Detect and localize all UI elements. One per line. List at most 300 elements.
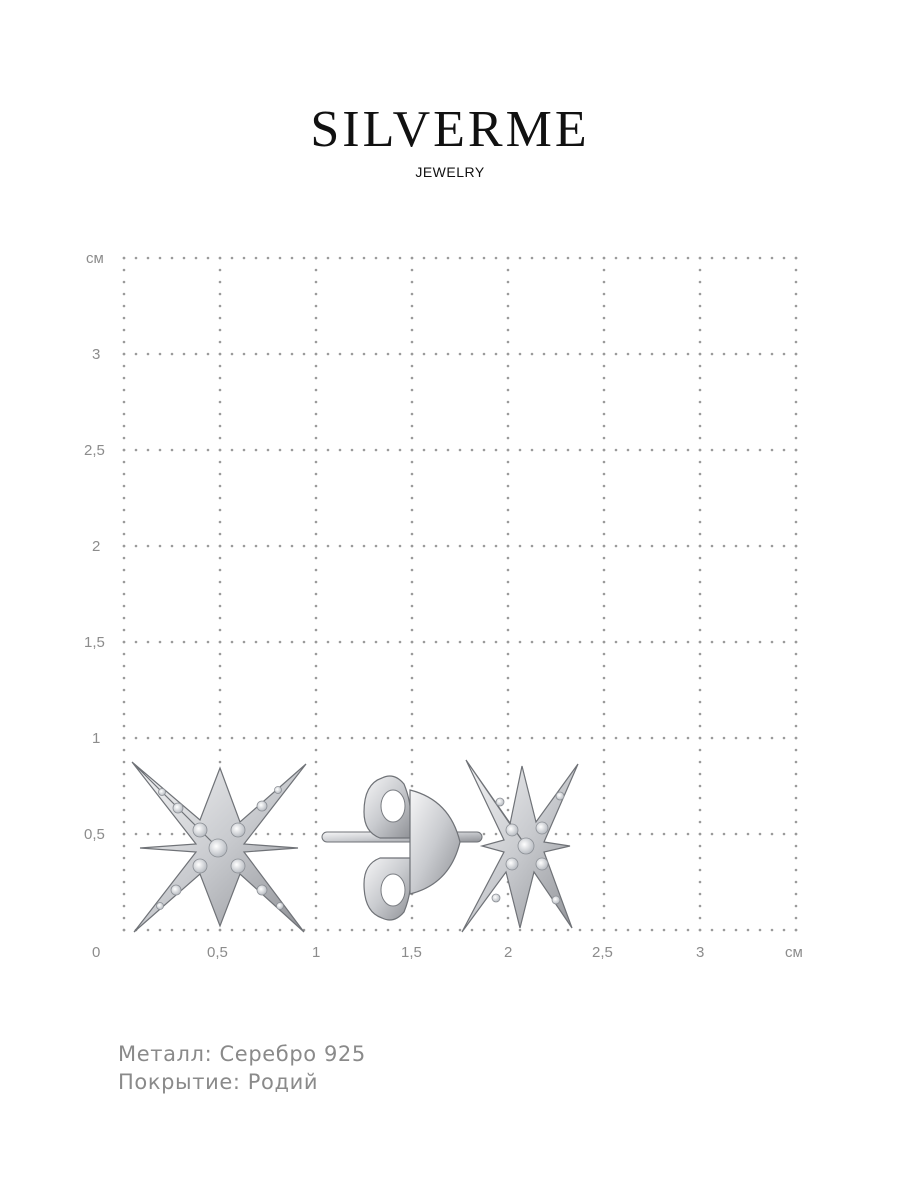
grid-dot [135, 833, 138, 836]
grid-dot [603, 881, 606, 884]
grid-dot [603, 917, 606, 920]
grid-dot [219, 509, 222, 512]
grid-dot [375, 929, 378, 932]
grid-dot [219, 293, 222, 296]
grid-dot [675, 833, 678, 836]
grid-dot [507, 353, 510, 356]
grid-dot [363, 545, 366, 548]
grid-dot [123, 449, 126, 452]
grid-dot [183, 449, 186, 452]
y-label-0-5: 0,5 [84, 826, 105, 843]
grid-dot [603, 701, 606, 704]
grid-dot [279, 449, 282, 452]
grid-dot [351, 641, 354, 644]
grid-dot [699, 269, 702, 272]
grid-dot [159, 929, 162, 932]
grid-dot [411, 905, 414, 908]
grid-dot [699, 821, 702, 824]
grid-dot [603, 665, 606, 668]
grid-dot [315, 461, 318, 464]
grid-dot [291, 929, 294, 932]
grid-dot [315, 881, 318, 884]
grid-dot [375, 737, 378, 740]
grid-dot [411, 773, 414, 776]
grid-dot [411, 281, 414, 284]
grid-dot [507, 269, 510, 272]
grid-dot [231, 257, 234, 260]
grid-dot [651, 257, 654, 260]
grid-dot [315, 677, 318, 680]
grid-dot [795, 413, 798, 416]
grid-dot [795, 881, 798, 884]
grid-dot [387, 353, 390, 356]
grid-dot [411, 377, 414, 380]
grid-dot [315, 509, 318, 512]
grid-dot [315, 629, 318, 632]
grid-dot [219, 665, 222, 668]
grid-dot [603, 509, 606, 512]
grid-dot [399, 929, 402, 932]
grid-dot [747, 641, 750, 644]
grid-dot [795, 845, 798, 848]
x-label-3: 3 [696, 944, 705, 961]
grid-dot [123, 785, 126, 788]
grid-dot [795, 749, 798, 752]
grid-dot [699, 653, 702, 656]
grid-dot [411, 485, 414, 488]
grid-dot [315, 605, 318, 608]
grid-dot [795, 485, 798, 488]
grid-dot [711, 737, 714, 740]
coating-info: Покрытие: Родий [118, 1070, 319, 1094]
grid-dot [687, 737, 690, 740]
grid-dot [123, 869, 126, 872]
grid-dot [219, 929, 222, 932]
grid-dot [411, 629, 414, 632]
grid-dot [495, 833, 498, 836]
grid-dot [507, 545, 510, 548]
grid-dot [795, 785, 798, 788]
grid-dot [315, 581, 318, 584]
grid-dot [411, 929, 414, 932]
grid-dot [603, 341, 606, 344]
grid-dot [123, 689, 126, 692]
grid-dot [603, 749, 606, 752]
grid-dot [123, 845, 126, 848]
grid-dot [303, 737, 306, 740]
grid-dot [675, 257, 678, 260]
grid-dot [771, 545, 774, 548]
grid-dot [387, 641, 390, 644]
grid-dot [123, 545, 126, 548]
grid-dot [123, 257, 126, 260]
grid-dot [291, 833, 294, 836]
grid-dot [507, 917, 510, 920]
grid-dot [315, 341, 318, 344]
y-label-1: 1 [92, 730, 101, 747]
grid-dot [795, 797, 798, 800]
grid-dot [315, 821, 318, 824]
grid-dot [699, 281, 702, 284]
grid-dot [123, 725, 126, 728]
grid-dot [219, 281, 222, 284]
grid-dot [675, 545, 678, 548]
grid-dot [699, 545, 702, 548]
grid-dot [759, 257, 762, 260]
grid-dot [447, 545, 450, 548]
grid-dot [675, 929, 678, 932]
grid-dot [123, 533, 126, 536]
grid-dot [123, 617, 126, 620]
grid-dot [711, 257, 714, 260]
origin-label: 0 [92, 944, 101, 961]
grid-dot [795, 437, 798, 440]
grid-dot [123, 329, 126, 332]
grid-dot [687, 641, 690, 644]
grid-dot [519, 641, 522, 644]
grid-dot [651, 833, 654, 836]
grid-dot [459, 929, 462, 932]
grid-dot [699, 629, 702, 632]
grid-dot [699, 293, 702, 296]
grid-dot [159, 737, 162, 740]
grid-dot [411, 509, 414, 512]
grid-dot [507, 281, 510, 284]
grid-dot [123, 425, 126, 428]
grid-dot [759, 929, 762, 932]
grid-dot [771, 929, 774, 932]
grid-dot [315, 773, 318, 776]
grid-dot [579, 353, 582, 356]
grid-dot [603, 773, 606, 776]
grid-dot [315, 689, 318, 692]
grid-dot [579, 641, 582, 644]
grid-dot [315, 857, 318, 860]
grid-dot [723, 929, 726, 932]
grid-dot [603, 857, 606, 860]
grid-dot [699, 809, 702, 812]
grid-dot [699, 617, 702, 620]
grid-dot [735, 929, 738, 932]
grid-dot [747, 737, 750, 740]
grid-dot [507, 365, 510, 368]
grid-dot [123, 797, 126, 800]
grid-dot [579, 833, 582, 836]
grid-dot [303, 545, 306, 548]
grid-dot [123, 629, 126, 632]
grid-dot [255, 833, 258, 836]
grid-dot [339, 353, 342, 356]
grid-dot [471, 353, 474, 356]
grid-dot [315, 437, 318, 440]
grid-dot [219, 389, 222, 392]
grid-dot [519, 449, 522, 452]
grid-dot [159, 545, 162, 548]
grid-dot [699, 557, 702, 560]
grid-dot [531, 257, 534, 260]
grid-dot [543, 641, 546, 644]
grid-dot [123, 269, 126, 272]
grid-dot [315, 377, 318, 380]
grid-dot [459, 257, 462, 260]
grid-dot [315, 893, 318, 896]
grid-dot [219, 401, 222, 404]
grid-dot [699, 593, 702, 596]
grid-dot [495, 449, 498, 452]
grid-dot [219, 449, 222, 452]
grid-dot [255, 449, 258, 452]
grid-dot [279, 353, 282, 356]
grid-dot [795, 341, 798, 344]
grid-dot [219, 269, 222, 272]
grid-dot [687, 449, 690, 452]
grid-dot [471, 929, 474, 932]
grid-dot [411, 365, 414, 368]
brand-name: SILVERME [310, 101, 590, 158]
grid-dot [795, 917, 798, 920]
grid-dot [123, 305, 126, 308]
grid-dot [183, 641, 186, 644]
grid-dot [279, 929, 282, 932]
grid-dot [795, 389, 798, 392]
grid-dot [795, 713, 798, 716]
grid-dot [255, 641, 258, 644]
grid-dot [687, 545, 690, 548]
grid-dot [447, 449, 450, 452]
grid-dot [219, 257, 222, 260]
grid-dot [603, 497, 606, 500]
grid-dot [423, 545, 426, 548]
grid-dot [651, 737, 654, 740]
grid-dot [159, 641, 162, 644]
grid-dot [507, 329, 510, 332]
grid-dot [387, 545, 390, 548]
grid-dot [699, 857, 702, 860]
grid-dot [507, 785, 510, 788]
grid-dot [123, 461, 126, 464]
grid-dot [771, 449, 774, 452]
grid-dot [267, 449, 270, 452]
grid-dot [219, 521, 222, 524]
grid-dot [567, 257, 570, 260]
grid-dot [591, 545, 594, 548]
grid-dot [771, 641, 774, 644]
grid-dot [639, 449, 642, 452]
grid-dot [351, 929, 354, 932]
grid-dot [459, 641, 462, 644]
grid-dot [699, 905, 702, 908]
grid-dot [471, 449, 474, 452]
grid-dot [699, 929, 702, 932]
grid-dot [699, 257, 702, 260]
grid-dot [219, 545, 222, 548]
grid-dot [687, 929, 690, 932]
grid-dot [603, 545, 606, 548]
grid-dot [699, 725, 702, 728]
grid-dot [795, 857, 798, 860]
grid-dot [543, 929, 546, 932]
grid-dot [123, 581, 126, 584]
grid-dot [123, 605, 126, 608]
grid-dot [627, 449, 630, 452]
grid-dot [315, 761, 318, 764]
grid-dot [147, 257, 150, 260]
grid-dot [711, 545, 714, 548]
grid-dot [219, 713, 222, 716]
grid-dot [219, 737, 222, 740]
grid-dot [771, 257, 774, 260]
grid-dot [183, 353, 186, 356]
grid-dot [507, 713, 510, 716]
x-label-2-5: 2,5 [592, 944, 613, 961]
grid-dot [435, 929, 438, 932]
grid-dot [243, 353, 246, 356]
grid-dot [699, 881, 702, 884]
grid-dot [435, 449, 438, 452]
grid-dot [315, 833, 318, 836]
grid-dot [723, 641, 726, 644]
grid-dot [195, 929, 198, 932]
grid-dot [315, 917, 318, 920]
grid-dot [567, 641, 570, 644]
grid-dot [615, 641, 618, 644]
grid-dot [639, 257, 642, 260]
grid-dot [555, 257, 558, 260]
grid-dot [507, 257, 510, 260]
grid-dot [411, 665, 414, 668]
grid-dot [339, 737, 342, 740]
grid-dot [291, 353, 294, 356]
grid-dot [495, 545, 498, 548]
grid-dot [723, 257, 726, 260]
grid-dot [543, 545, 546, 548]
grid-dot [747, 449, 750, 452]
grid-dot [351, 353, 354, 356]
grid-dot [123, 761, 126, 764]
grid-dot [243, 929, 246, 932]
grid-dot [507, 449, 510, 452]
grid-dot [747, 545, 750, 548]
grid-dot [795, 737, 798, 740]
grid-dot [315, 653, 318, 656]
grid-dot [627, 833, 630, 836]
grid-dot [699, 749, 702, 752]
grid-dot [459, 353, 462, 356]
grid-dot [315, 449, 318, 452]
grid-dot [483, 353, 486, 356]
grid-dot [123, 809, 126, 812]
grid-dot [171, 833, 174, 836]
grid-dot [507, 341, 510, 344]
grid-dot [759, 737, 762, 740]
grid-dot [519, 545, 522, 548]
grid-dot [699, 461, 702, 464]
grid-dot [579, 449, 582, 452]
grid-dot [195, 737, 198, 740]
grid-dot [279, 545, 282, 548]
grid-dot [399, 257, 402, 260]
grid-dot [699, 341, 702, 344]
grid-dot [315, 557, 318, 560]
grid-dot [411, 641, 414, 644]
grid-dot [555, 353, 558, 356]
grid-dot [123, 641, 126, 644]
grid-dot [183, 929, 186, 932]
grid-dot [471, 737, 474, 740]
grid-dot [219, 605, 222, 608]
grid-dot [315, 269, 318, 272]
grid-dot [219, 677, 222, 680]
grid-dot [591, 833, 594, 836]
grid-dot [699, 713, 702, 716]
grid-dot [603, 437, 606, 440]
grid-dot [315, 869, 318, 872]
grid-dot [315, 533, 318, 536]
grid-dot [603, 293, 606, 296]
grid-dot [411, 401, 414, 404]
grid-dot [327, 737, 330, 740]
x-label-1-5: 1,5 [401, 944, 422, 961]
grid-dot [603, 449, 606, 452]
grid-dot [459, 449, 462, 452]
grid-dot [411, 461, 414, 464]
grid-dot [135, 545, 138, 548]
grid-dot [387, 737, 390, 740]
grid-dot [279, 641, 282, 644]
grid-dot [219, 413, 222, 416]
grid-dot [663, 545, 666, 548]
grid-dot [651, 545, 654, 548]
grid-dot [147, 737, 150, 740]
grid-dot [771, 833, 774, 836]
grid-dot [123, 569, 126, 572]
grid-dot [435, 257, 438, 260]
grid-dot [615, 353, 618, 356]
grid-dot [123, 377, 126, 380]
grid-dot [555, 449, 558, 452]
grid-dot [195, 545, 198, 548]
grid-dot [627, 641, 630, 644]
grid-dot [315, 281, 318, 284]
grid-dot [315, 725, 318, 728]
grid-dot [507, 617, 510, 620]
grid-dot [795, 377, 798, 380]
grid-dot [603, 725, 606, 728]
grid-dot [423, 737, 426, 740]
grid-dot [483, 449, 486, 452]
grid-dot [219, 485, 222, 488]
grid-dot [603, 425, 606, 428]
grid-dot [147, 833, 150, 836]
grid-dot [123, 653, 126, 656]
grid-dot [699, 437, 702, 440]
grid-dot [483, 257, 486, 260]
grid-dot [279, 737, 282, 740]
grid-dot [411, 341, 414, 344]
grid-dot [207, 929, 210, 932]
grid-dot [507, 593, 510, 596]
grid-dot [603, 305, 606, 308]
grid-dot [711, 641, 714, 644]
grid-dot [603, 377, 606, 380]
grid-dot [411, 761, 414, 764]
y-label-2-5: 2,5 [84, 442, 105, 459]
grid-dot [219, 497, 222, 500]
grid-dot [711, 353, 714, 356]
grid-dot [507, 737, 510, 740]
grid-dot [183, 257, 186, 260]
grid-dot [387, 929, 390, 932]
